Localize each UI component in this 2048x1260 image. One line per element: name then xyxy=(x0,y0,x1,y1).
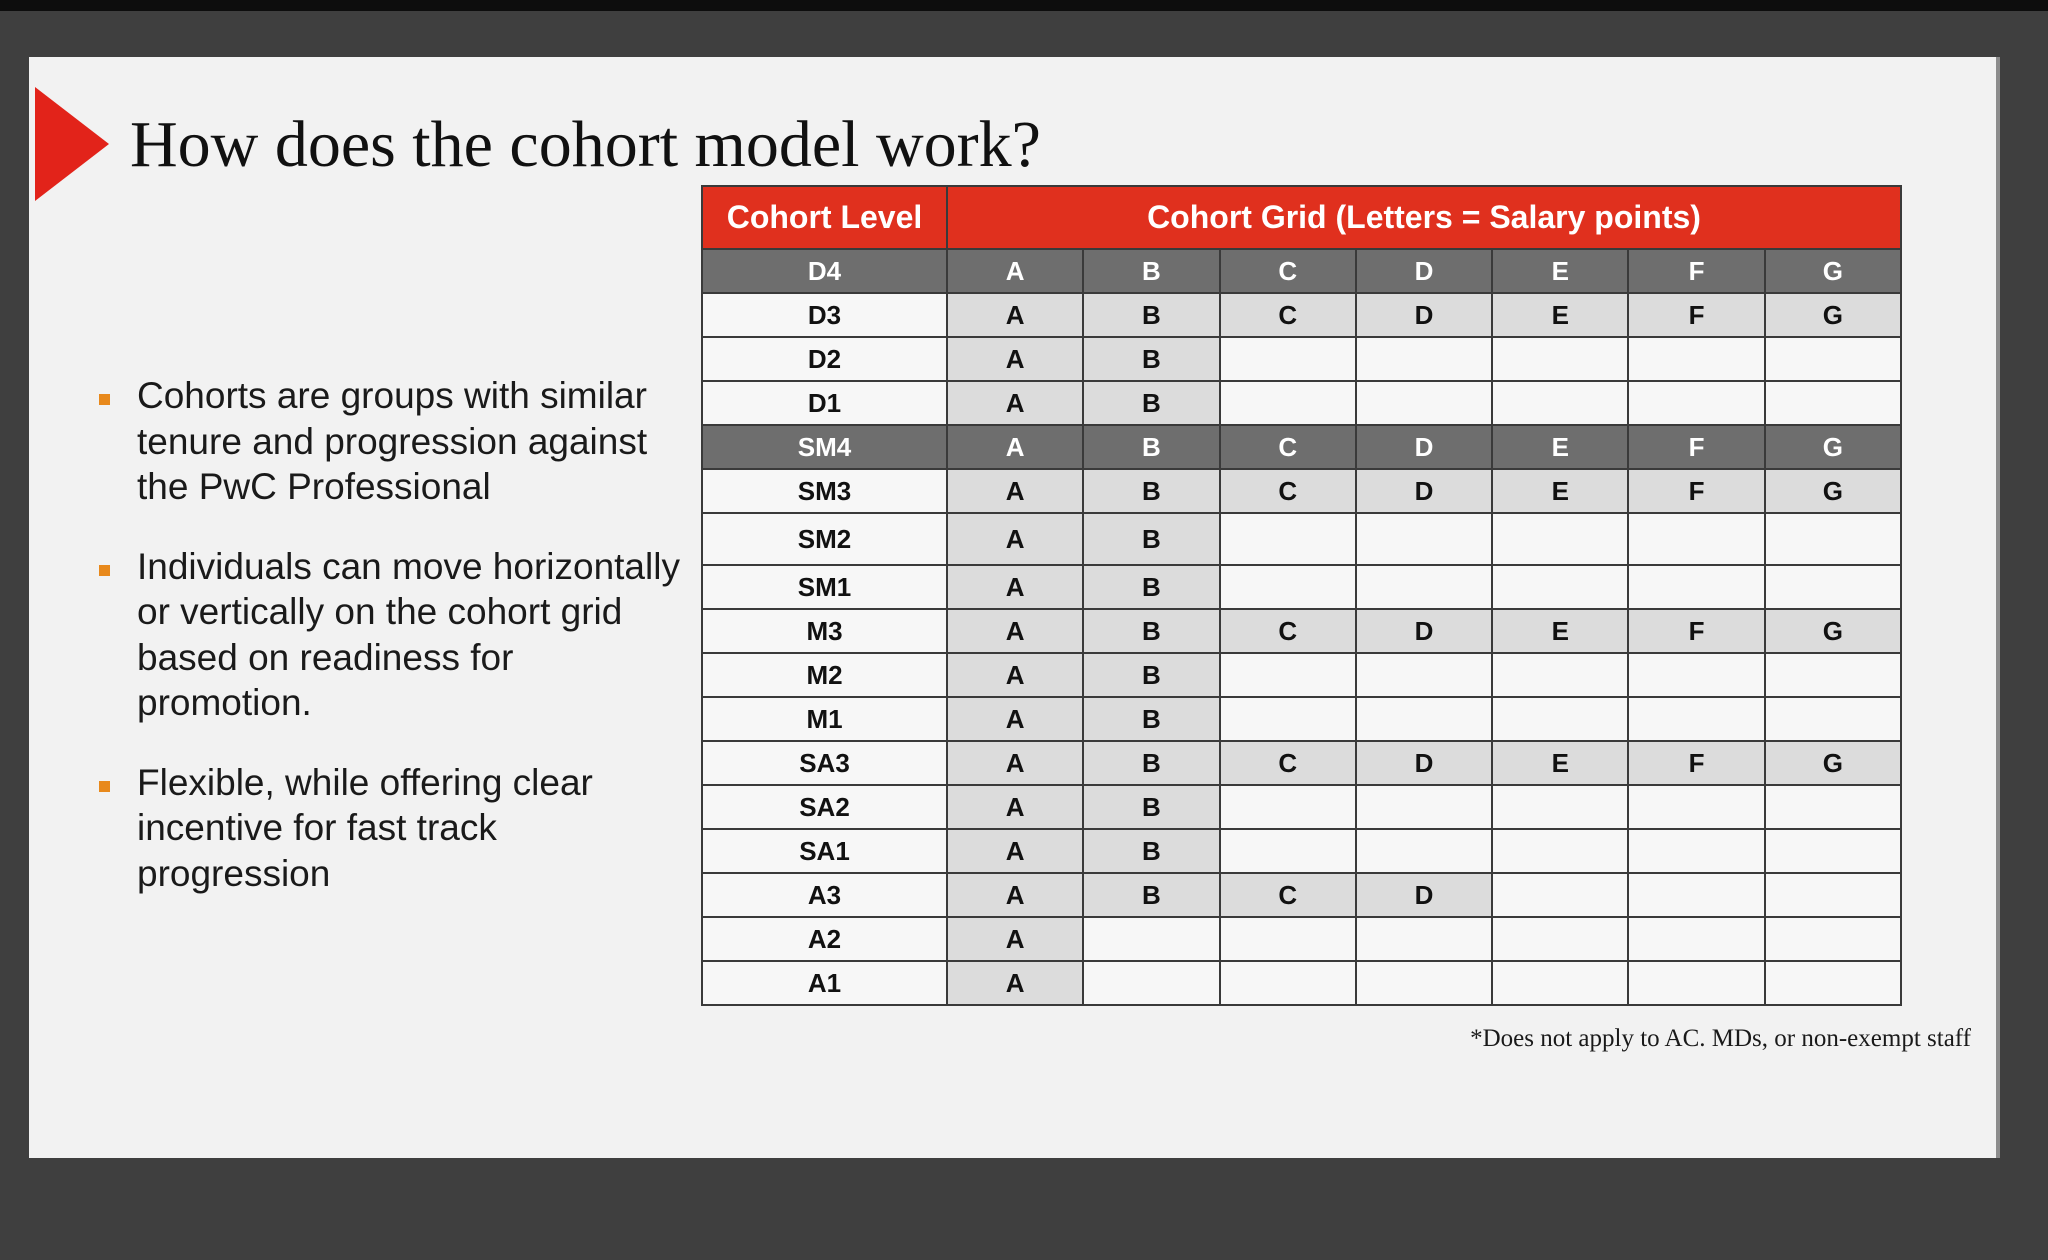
salary-point-cell xyxy=(1492,961,1628,1005)
salary-point-cell: B xyxy=(1083,653,1219,697)
slide-title: How does the cohort model work? xyxy=(130,108,1041,181)
salary-point-cell: D xyxy=(1356,293,1492,337)
bullet-text: Cohorts are groups with similar tenure and progression against the PwC Professional xyxy=(137,375,648,507)
cohort-level-cell: D4 xyxy=(702,249,947,293)
salary-point-cell: B xyxy=(1083,513,1219,565)
table-row xyxy=(702,873,1901,917)
table-header-row xyxy=(702,186,1901,249)
table-row xyxy=(702,653,1901,697)
salary-point-cell: B xyxy=(1083,337,1219,381)
salary-point-cell: F xyxy=(1628,293,1764,337)
cohort-level-cell: D3 xyxy=(702,293,947,337)
salary-point-cell xyxy=(1220,785,1356,829)
bullet-item xyxy=(99,760,689,897)
bullet-text: Individuals can move horizontally or vertically on the cohort grid based on readiness for promotion. xyxy=(137,545,680,723)
salary-point-cell xyxy=(1765,785,1901,829)
salary-point-cell: A xyxy=(947,741,1083,785)
salary-point-cell: B xyxy=(1083,873,1219,917)
salary-point-cell: A xyxy=(947,829,1083,873)
cohort-level-cell: A3 xyxy=(702,873,947,917)
table-row xyxy=(702,785,1901,829)
salary-point-cell: C xyxy=(1220,873,1356,917)
salary-point-cell xyxy=(1220,337,1356,381)
salary-point-cell xyxy=(1220,513,1356,565)
salary-point-cell xyxy=(1765,513,1901,565)
salary-point-cell xyxy=(1220,653,1356,697)
salary-point-cell xyxy=(1765,961,1901,1005)
salary-point-cell xyxy=(1492,697,1628,741)
table-row xyxy=(702,961,1901,1005)
header-cohort-level: Cohort Level xyxy=(702,186,947,249)
bullet-item xyxy=(99,544,689,726)
salary-point-cell: A xyxy=(947,961,1083,1005)
salary-point-cell: C xyxy=(1220,609,1356,653)
salary-point-cell xyxy=(1220,697,1356,741)
salary-point-cell xyxy=(1765,565,1901,609)
salary-point-cell xyxy=(1220,829,1356,873)
salary-point-cell: D xyxy=(1356,469,1492,513)
salary-point-cell xyxy=(1083,961,1219,1005)
salary-point-cell xyxy=(1492,785,1628,829)
salary-point-cell: G xyxy=(1765,249,1901,293)
salary-point-cell: A xyxy=(947,873,1083,917)
salary-point-cell xyxy=(1492,337,1628,381)
salary-point-cell xyxy=(1765,653,1901,697)
salary-point-cell xyxy=(1356,653,1492,697)
bullet-text: Flexible, while offering clear incentive for fast track progression xyxy=(137,761,593,894)
salary-point-cell: A xyxy=(947,425,1083,469)
salary-point-cell: B xyxy=(1083,293,1219,337)
salary-point-cell: F xyxy=(1628,609,1764,653)
salary-point-cell: B xyxy=(1083,565,1219,609)
salary-point-cell xyxy=(1492,513,1628,565)
cohort-level-cell: D2 xyxy=(702,337,947,381)
salary-point-cell xyxy=(1628,565,1764,609)
salary-point-cell: B xyxy=(1083,425,1219,469)
cohort-level-cell: D1 xyxy=(702,381,947,425)
salary-point-cell xyxy=(1628,697,1764,741)
header-cohort-grid: Cohort Grid (Letters = Salary points) xyxy=(947,186,1901,249)
table-row xyxy=(702,829,1901,873)
salary-point-cell: D xyxy=(1356,425,1492,469)
salary-point-cell: D xyxy=(1356,249,1492,293)
salary-point-cell: A xyxy=(947,513,1083,565)
table-row xyxy=(702,249,1901,293)
salary-point-cell xyxy=(1628,653,1764,697)
salary-point-cell: A xyxy=(947,293,1083,337)
cohort-level-cell: SM3 xyxy=(702,469,947,513)
salary-point-cell xyxy=(1628,917,1764,961)
table-row xyxy=(702,697,1901,741)
salary-point-cell: E xyxy=(1492,425,1628,469)
top-strip xyxy=(0,0,2048,11)
salary-point-cell: G xyxy=(1765,741,1901,785)
cohort-level-cell: SA3 xyxy=(702,741,947,785)
salary-point-cell: A xyxy=(947,917,1083,961)
salary-point-cell: G xyxy=(1765,469,1901,513)
salary-point-cell xyxy=(1765,917,1901,961)
salary-point-cell xyxy=(1628,337,1764,381)
bullet-square-icon xyxy=(99,565,110,576)
salary-point-cell: B xyxy=(1083,469,1219,513)
salary-point-cell xyxy=(1492,829,1628,873)
salary-point-cell xyxy=(1492,917,1628,961)
bullet-list xyxy=(99,373,689,896)
salary-point-cell: C xyxy=(1220,425,1356,469)
salary-point-cell xyxy=(1356,785,1492,829)
salary-point-cell xyxy=(1356,917,1492,961)
salary-point-cell: E xyxy=(1492,609,1628,653)
cohort-level-cell: SA2 xyxy=(702,785,947,829)
salary-point-cell: E xyxy=(1492,469,1628,513)
salary-point-cell: B xyxy=(1083,829,1219,873)
salary-point-cell xyxy=(1083,917,1219,961)
table-row xyxy=(702,513,1901,565)
salary-point-cell: F xyxy=(1628,425,1764,469)
salary-point-cell: B xyxy=(1083,697,1219,741)
table-row xyxy=(702,609,1901,653)
salary-point-cell: A xyxy=(947,785,1083,829)
table-row xyxy=(702,425,1901,469)
salary-point-cell: C xyxy=(1220,293,1356,337)
cohort-level-cell: SM4 xyxy=(702,425,947,469)
salary-point-cell xyxy=(1765,697,1901,741)
salary-point-cell: B xyxy=(1083,381,1219,425)
table-row xyxy=(702,469,1901,513)
salary-point-cell: C xyxy=(1220,741,1356,785)
cohort-level-cell: SM1 xyxy=(702,565,947,609)
salary-point-cell: D xyxy=(1356,873,1492,917)
salary-point-cell xyxy=(1765,381,1901,425)
salary-point-cell xyxy=(1492,873,1628,917)
salary-point-cell xyxy=(1220,917,1356,961)
salary-point-cell: G xyxy=(1765,609,1901,653)
cohort-level-cell: M1 xyxy=(702,697,947,741)
cohort-level-cell: M3 xyxy=(702,609,947,653)
salary-point-cell xyxy=(1765,829,1901,873)
salary-point-cell xyxy=(1628,961,1764,1005)
salary-point-cell: A xyxy=(947,381,1083,425)
footnote: *Does not apply to AC. MDs, or non-exempt staff xyxy=(1470,1025,1971,1052)
salary-point-cell: F xyxy=(1628,249,1764,293)
bullet-square-icon xyxy=(99,394,110,405)
table-row xyxy=(702,381,1901,425)
bullet-item xyxy=(99,373,689,510)
table-row xyxy=(702,293,1901,337)
salary-point-cell: A xyxy=(947,469,1083,513)
salary-point-cell xyxy=(1356,337,1492,381)
salary-point-cell xyxy=(1628,873,1764,917)
salary-point-cell: E xyxy=(1492,741,1628,785)
salary-point-cell: F xyxy=(1628,741,1764,785)
salary-point-cell xyxy=(1356,381,1492,425)
salary-point-cell xyxy=(1765,337,1901,381)
cohort-level-cell: M2 xyxy=(702,653,947,697)
cohort-level-cell: SM2 xyxy=(702,513,947,565)
salary-point-cell xyxy=(1356,565,1492,609)
table-row xyxy=(702,337,1901,381)
title-arrow-icon xyxy=(35,87,109,201)
table-row xyxy=(702,565,1901,609)
salary-point-cell: D xyxy=(1356,609,1492,653)
salary-point-cell: A xyxy=(947,697,1083,741)
salary-point-cell xyxy=(1628,381,1764,425)
table-row xyxy=(702,741,1901,785)
salary-point-cell xyxy=(1220,565,1356,609)
salary-point-cell xyxy=(1356,829,1492,873)
salary-point-cell: D xyxy=(1356,741,1492,785)
table-row xyxy=(702,917,1901,961)
salary-point-cell xyxy=(1492,381,1628,425)
salary-point-cell: A xyxy=(947,609,1083,653)
salary-point-cell: G xyxy=(1765,425,1901,469)
salary-point-cell: B xyxy=(1083,249,1219,293)
salary-point-cell xyxy=(1492,565,1628,609)
cohort-level-cell: A1 xyxy=(702,961,947,1005)
bullet-square-icon xyxy=(99,781,110,792)
salary-point-cell: C xyxy=(1220,469,1356,513)
slide-edge xyxy=(1996,57,2000,1158)
salary-point-cell xyxy=(1356,513,1492,565)
salary-point-cell xyxy=(1356,961,1492,1005)
salary-point-cell xyxy=(1356,697,1492,741)
salary-point-cell xyxy=(1628,785,1764,829)
salary-point-cell: G xyxy=(1765,293,1901,337)
salary-point-cell: E xyxy=(1492,293,1628,337)
salary-point-cell: B xyxy=(1083,609,1219,653)
salary-point-cell xyxy=(1628,513,1764,565)
salary-point-cell: A xyxy=(947,565,1083,609)
cohort-grid-table xyxy=(701,185,1902,1006)
salary-point-cell xyxy=(1220,961,1356,1005)
table-body xyxy=(702,249,1901,1005)
cohort-level-cell: A2 xyxy=(702,917,947,961)
salary-point-cell xyxy=(1492,653,1628,697)
salary-point-cell: B xyxy=(1083,785,1219,829)
salary-point-cell: E xyxy=(1492,249,1628,293)
cohort-level-cell: SA1 xyxy=(702,829,947,873)
salary-point-cell: A xyxy=(947,249,1083,293)
salary-point-cell xyxy=(1628,829,1764,873)
salary-point-cell: B xyxy=(1083,741,1219,785)
salary-point-cell: F xyxy=(1628,469,1764,513)
salary-point-cell: A xyxy=(947,653,1083,697)
salary-point-cell xyxy=(1765,873,1901,917)
salary-point-cell xyxy=(1220,381,1356,425)
salary-point-cell: C xyxy=(1220,249,1356,293)
salary-point-cell: A xyxy=(947,337,1083,381)
